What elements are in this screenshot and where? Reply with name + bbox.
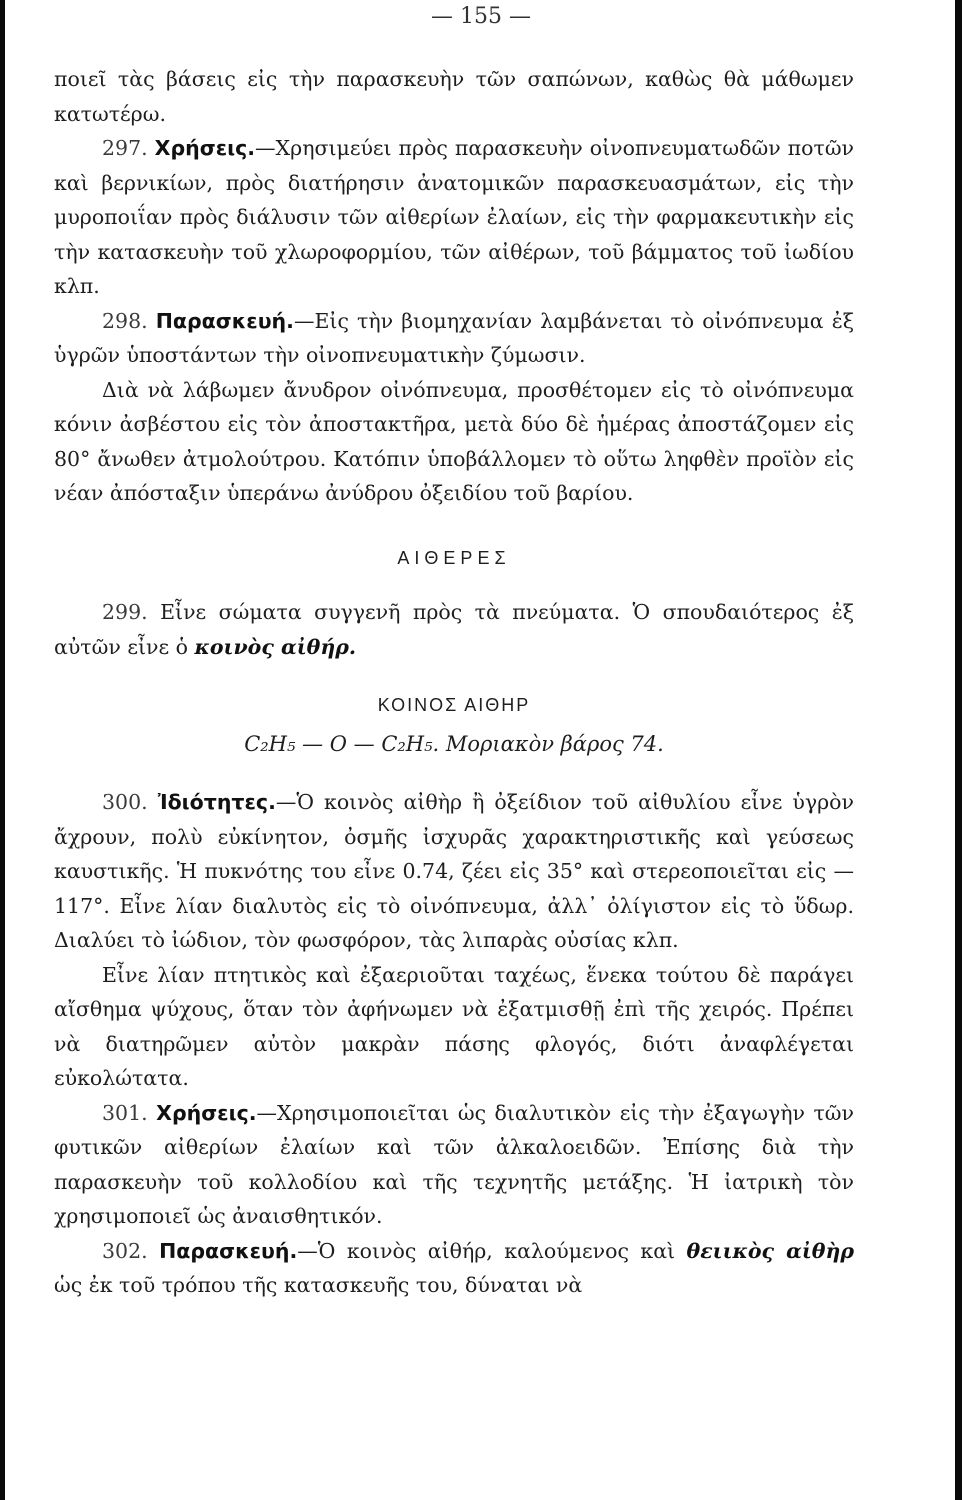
- paragraph-heading: Χρήσεις.: [156, 1100, 257, 1125]
- paragraph-text: —Ὁ κοινὸς αἰθὴρ ἢ ὀξείδιον τοῦ αἰθυλίου εἶνε ὑγρὸν ἄχρουν, πολὺ εὐκίνητον, ὀσμῆς ἰσχυρᾶς χαρακτηριστικῆς καὶ γεύσεως καυστικῆς. Ἡ πυκνότης του εἶνε 0.74, ζέει εἰς 35° καὶ στερεοποιεῖται εἰς —117°. Εἶνε λίαν διαλυτὸς εἰς τὸ οἰνόπνευμα, ἀλλ᾽ ὀλίγιστον εἰς τὸ ὕδωρ. Διαλύει τὸ ἰώδιον, τὸν φωσφόρον, τὰς λιπαρὰς οὐσίας κλπ.: [54, 790, 854, 952]
- paragraph-number: 302.: [102, 1238, 148, 1263]
- paragraph-number: 300.: [102, 790, 148, 814]
- paragraph-heading: Παρασκευή.: [159, 1238, 298, 1263]
- paragraph-heading: Ἰδιότητες.: [157, 790, 276, 814]
- paragraph-number: 301.: [102, 1100, 148, 1125]
- emphasized-term: θειικὸς αἰθὴρ: [686, 1238, 854, 1263]
- paragraph-296-continuation: ποιεῖ τὰς βάσεις εἰς τὴν παρασκευὴν τῶν σαπώνων, καθὼς θὰ μάθωμεν κατωτέρω.: [54, 67, 854, 126]
- chemical-formula: C₂H₅ — O — C₂H₅. Μοριακὸν βάρος 74.: [244, 731, 664, 756]
- body-text: [54, 62, 854, 1303]
- paragraph-text: —Εἰς τὴν βιομηχανίαν λαμβάνεται τὸ οἰνόπνευμα ἐξ ὑγρῶν ὑποστάντων τὴν οἰνοπνευματικὴν ζύμωσιν.: [54, 308, 854, 367]
- paragraph-number: 298.: [102, 308, 148, 333]
- scan-edge-right: [955, 0, 962, 1500]
- paragraph-text: —Ὁ κοινὸς αἰθήρ, καλούμενος καὶ: [297, 1238, 676, 1263]
- paragraph-301: [54, 1096, 854, 1234]
- paragraph-300-second: Εἶνε λίαν πτητικὸς καὶ ἐξαεριοῦται ταχέως, ἕνεκα τούτου δὲ παράγει αἴσθημα ψύχους, ὅταν τὸν ἀφήνωμεν νὰ ἐξατμισθῇ ἐπὶ τῆς χειρός. Πρέπει νὰ διατηρῶμεν αὐτὸν μακρὰν πάσης φλογός, διότι ἀναφλέγεται εὐκολώτατα.: [54, 962, 854, 1090]
- paragraph-text: Εἶνε σώματα συγγενῆ πρὸς τὰ πνεύματα. Ὁ σπουδαιότερος ἐξ αὐτῶν εἶνε ὁ: [54, 600, 854, 659]
- paragraph-text: —Χρησιμεύει πρὸς παρασκευὴν οἰνοπνευματωδῶν ποτῶν καὶ βερνικίων, πρὸς διατήρησιν ἀνατομικῶν παρασκευασμάτων, εἰς τὴν μυροποιΐαν πρὸς διάλυσιν τῶν αἰθερίων ἐλαίων, εἰς τὴν φαρμακευτικὴν εἰς τὴν κατασκευὴν τοῦ χλωροφορμίου, τῶν αἰθέρων, τοῦ βάμματος τοῦ ἰωδίου κλπ.: [54, 136, 854, 298]
- paragraph-heading: Χρήσεις.: [154, 136, 256, 160]
- paragraph-302: [54, 1234, 854, 1303]
- emphasized-term: κοινὸς αἰθήρ.: [194, 634, 357, 659]
- section-title: ΑΙΘΕΡΕΣ: [397, 547, 511, 568]
- paragraph-297: [54, 131, 854, 304]
- paragraph-298-second: Διὰ νὰ λάβωμεν ἄνυδρον οἰνόπνευμα, προσθέτομεν εἰς τὸ οἰνόπνευμα κόνιν ἀσβέστου εἰς τὸν ἀποστακτῆρα, μετὰ δύο δὲ ἡμέρας ἀποστάζομεν εἰς 80° ἄνωθεν ἀτμολούτρου. Κατόπιν ὑποβάλλομεν τὸ οὕτω ληφθὲν προϊὸν εἰς νέαν ἀπόσταξιν ὑπεράνω ἀνύδρου ὀξειδίου τοῦ βαρίου.: [54, 377, 854, 505]
- paragraph-299: [54, 595, 854, 664]
- page-number: — 155 —: [431, 4, 531, 29]
- scan-edge-left: [0, 0, 5, 1500]
- paragraph-298: [54, 304, 854, 373]
- paragraph-heading: Παρασκευή.: [155, 308, 294, 333]
- paragraph-300: [54, 785, 854, 958]
- subsection-title: ΚΟΙΝΟΣ ΑΙΘΗΡ: [377, 695, 531, 715]
- paragraph-number: 299.: [102, 600, 148, 624]
- paragraph-number: 297.: [102, 136, 148, 160]
- paragraph-text-continued: ὡς ἐκ τοῦ τρόπου τῆς κατασκευῆς του, δύναται νὰ: [54, 1273, 583, 1297]
- paragraph-text: —Χρησιμοποιεῖται ὡς διαλυτικὸν εἰς τὴν ἐξαγωγὴν τῶν φυτικῶν αἰθερίων ἐλαίων καὶ τῶν ἀλκαλοειδῶν. Ἐπίσης διὰ τὴν παρασκευὴν τοῦ κολλοδίου καὶ τῆς τεχνητῆς μετάξης. Ἡ ἰατρικὴ τὸν χρησιμοποιεῖ ὡς ἀναισθητικόν.: [54, 1100, 854, 1228]
